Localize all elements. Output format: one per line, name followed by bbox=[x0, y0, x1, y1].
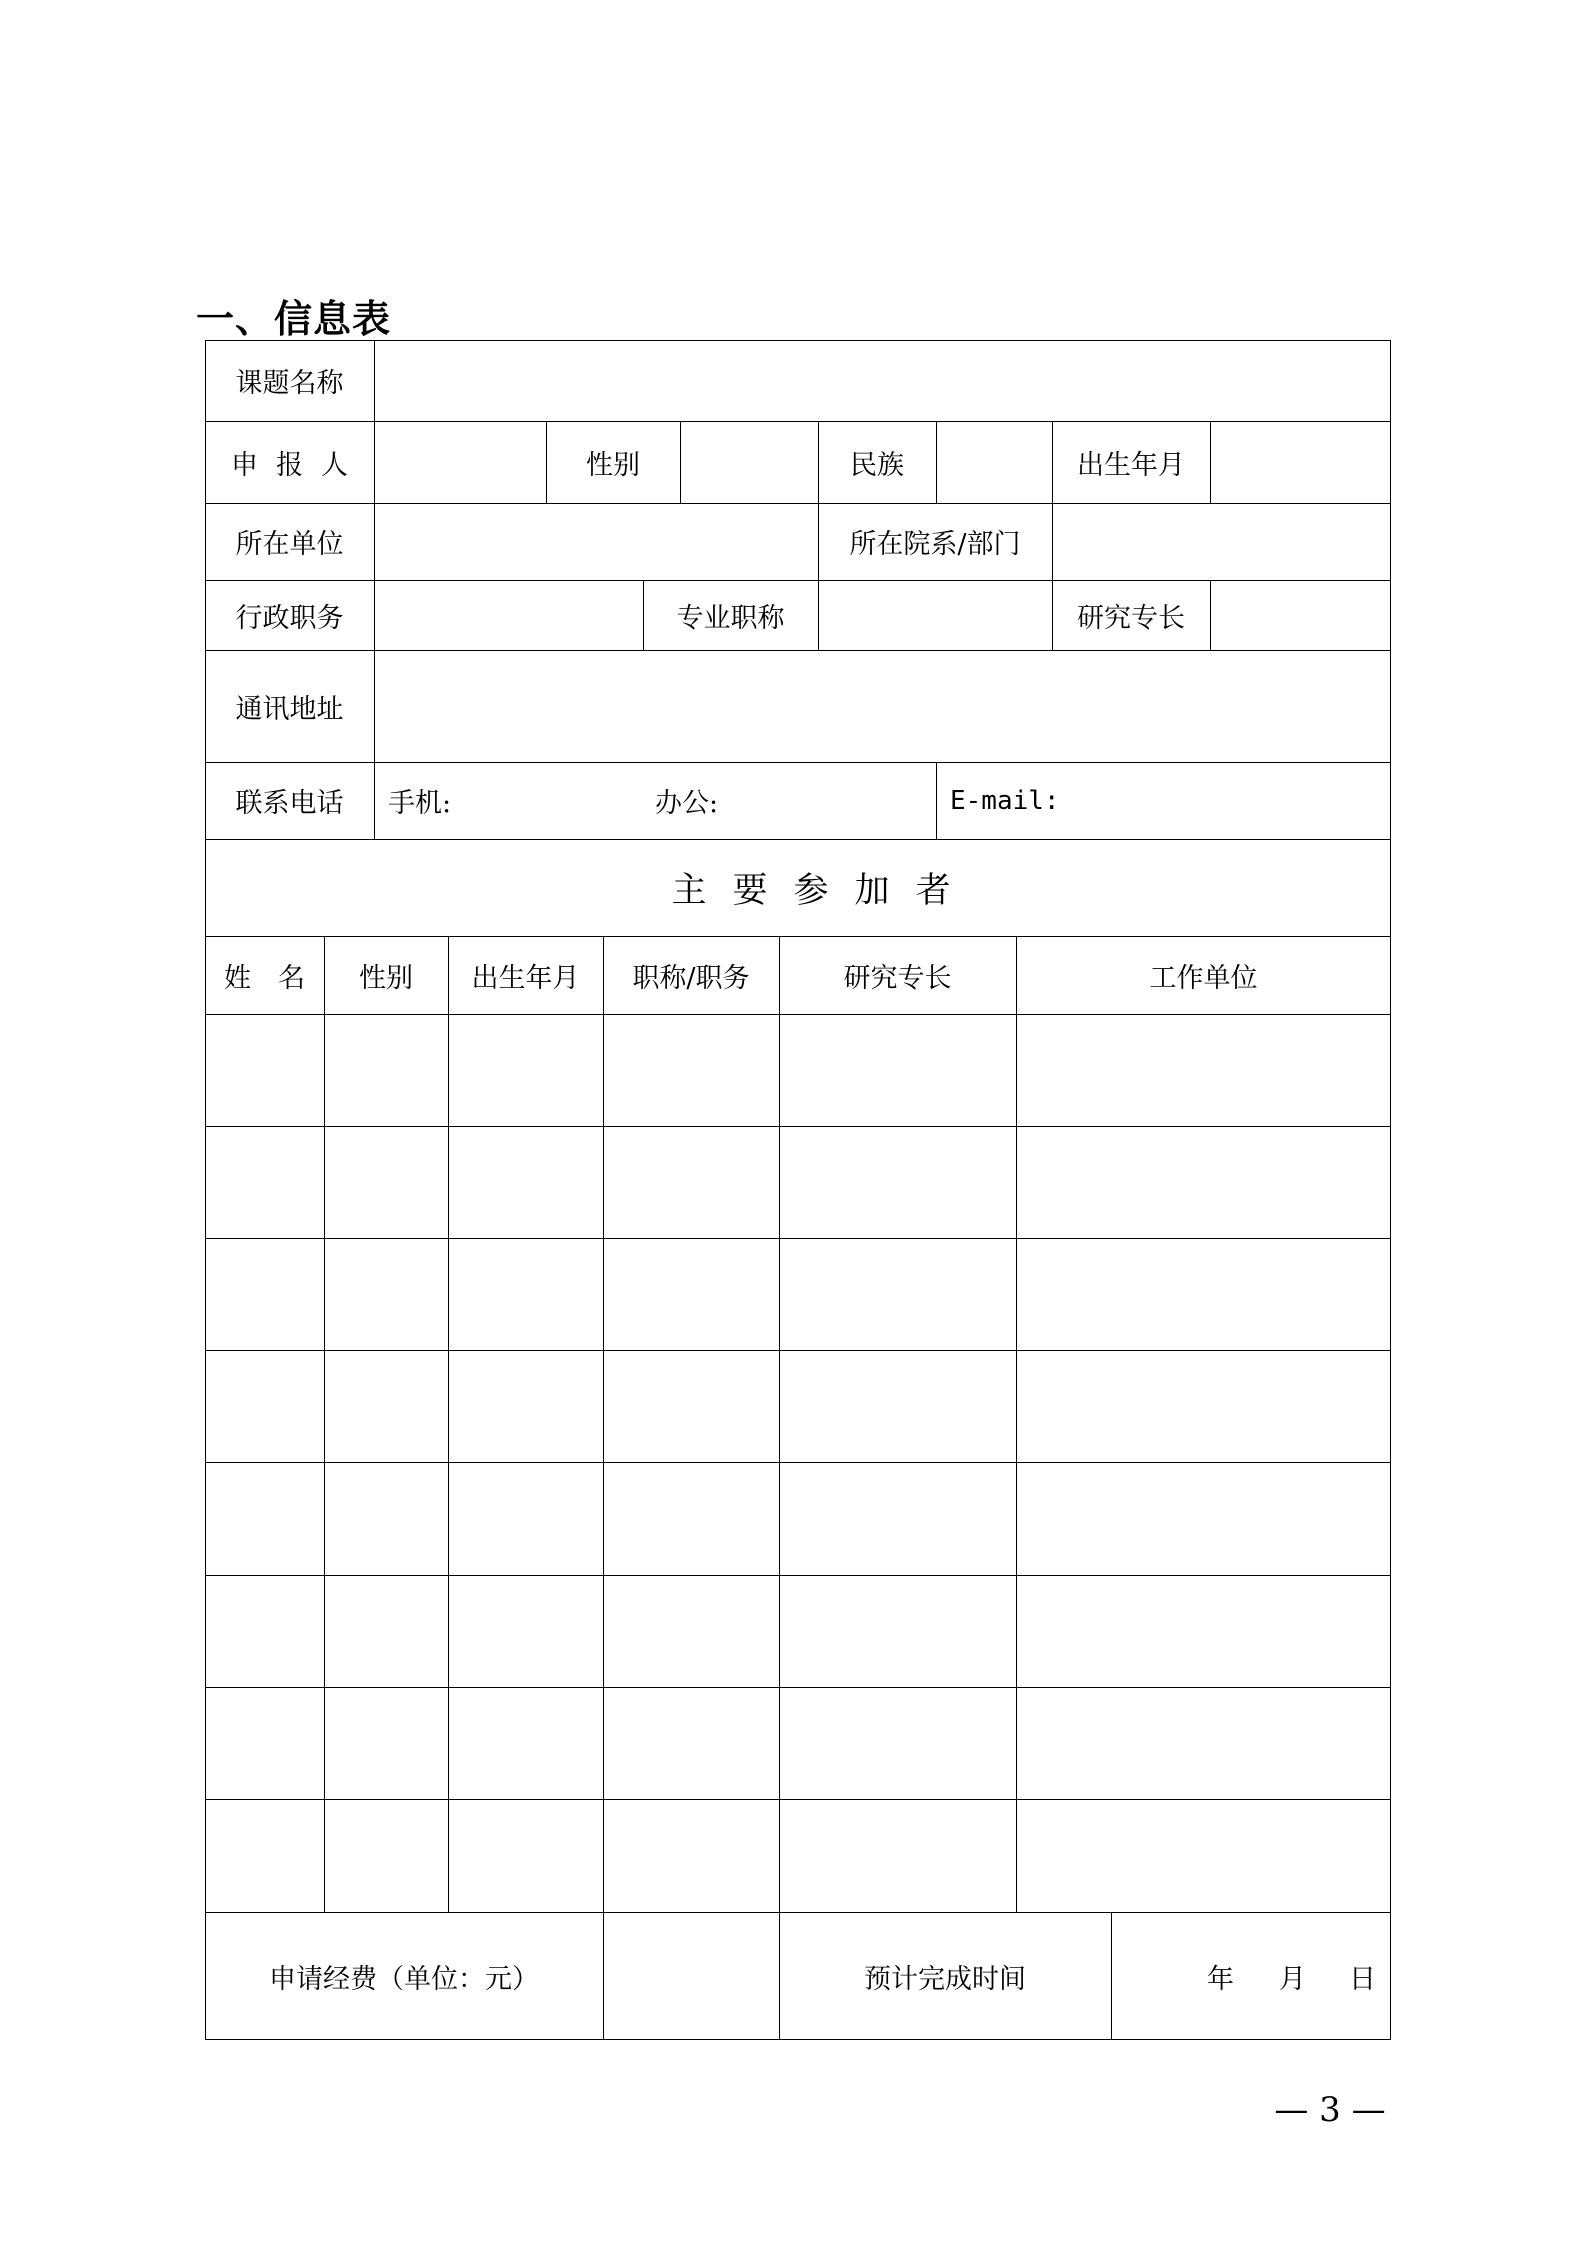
label-office: 办公: bbox=[655, 788, 719, 819]
birth-field[interactable] bbox=[1210, 421, 1391, 503]
research-specialty-field[interactable] bbox=[1210, 580, 1391, 650]
label-birth: 出生年月 bbox=[1077, 449, 1185, 481]
funding-field[interactable] bbox=[603, 1912, 779, 2040]
gender-field[interactable] bbox=[680, 421, 818, 503]
col-header-workplace: 工作单位 bbox=[1149, 962, 1258, 994]
label-completion: 预计完成时间 bbox=[864, 1963, 1026, 1995]
col-header-specialty: 研究专长 bbox=[843, 962, 952, 994]
label-gender: 性别 bbox=[586, 449, 640, 481]
unit-field[interactable] bbox=[374, 503, 818, 580]
participant-row-5[interactable] bbox=[205, 1462, 1391, 1575]
label-address: 通讯地址 bbox=[235, 693, 344, 725]
label-phone: 联系电话 bbox=[235, 788, 344, 819]
col-header-birth: 出生年月 bbox=[471, 962, 580, 994]
label-department: 所在院系/部门 bbox=[849, 529, 1021, 560]
label-mobile: 手机: bbox=[388, 788, 452, 819]
label-email: E-mail: bbox=[950, 785, 1060, 816]
label-unit: 所在单位 bbox=[235, 529, 344, 560]
participants-title: 主要参加者 bbox=[671, 870, 977, 911]
completion-date-field[interactable] bbox=[1111, 1912, 1391, 2040]
ethnicity-field[interactable] bbox=[936, 421, 1052, 503]
participant-row-6[interactable] bbox=[205, 1575, 1391, 1687]
topic-name-field[interactable] bbox=[374, 340, 1391, 421]
col-header-title: 职称/职务 bbox=[632, 962, 750, 994]
participant-row-7[interactable] bbox=[205, 1687, 1391, 1799]
department-field[interactable] bbox=[1052, 503, 1391, 580]
page-number: — 3 — bbox=[1274, 2090, 1386, 2130]
participant-row-4[interactable] bbox=[205, 1350, 1391, 1462]
admin-post-field[interactable] bbox=[374, 580, 643, 650]
col-header-gender: 性别 bbox=[359, 962, 413, 994]
participant-row-1[interactable] bbox=[205, 1014, 1391, 1126]
label-prof-title: 专业职称 bbox=[676, 602, 785, 634]
label-funding: 申请经费（单位：元） bbox=[269, 1963, 539, 1995]
participant-row-3[interactable] bbox=[205, 1238, 1391, 1350]
col-divider bbox=[936, 762, 937, 839]
date-month: 月 bbox=[1279, 1963, 1306, 1995]
prof-title-field[interactable] bbox=[818, 580, 1052, 650]
label-research-specialty: 研究专长 bbox=[1077, 602, 1185, 634]
label-admin-post: 行政职务 bbox=[235, 602, 344, 634]
label-ethnicity: 民族 bbox=[850, 449, 904, 481]
section-heading: 一、信息表 bbox=[196, 297, 392, 341]
address-field[interactable] bbox=[374, 650, 1391, 762]
applicant-field[interactable] bbox=[374, 421, 546, 503]
participant-row-8[interactable] bbox=[205, 1799, 1391, 1912]
date-year: 年 bbox=[1207, 1963, 1234, 1995]
participant-row-2[interactable] bbox=[205, 1126, 1391, 1238]
date-day: 日 bbox=[1349, 1963, 1376, 1995]
col-header-name: 姓 名 bbox=[224, 962, 305, 994]
label-applicant: 申报人 bbox=[231, 449, 366, 481]
label-topic-name: 课题名称 bbox=[235, 368, 344, 399]
